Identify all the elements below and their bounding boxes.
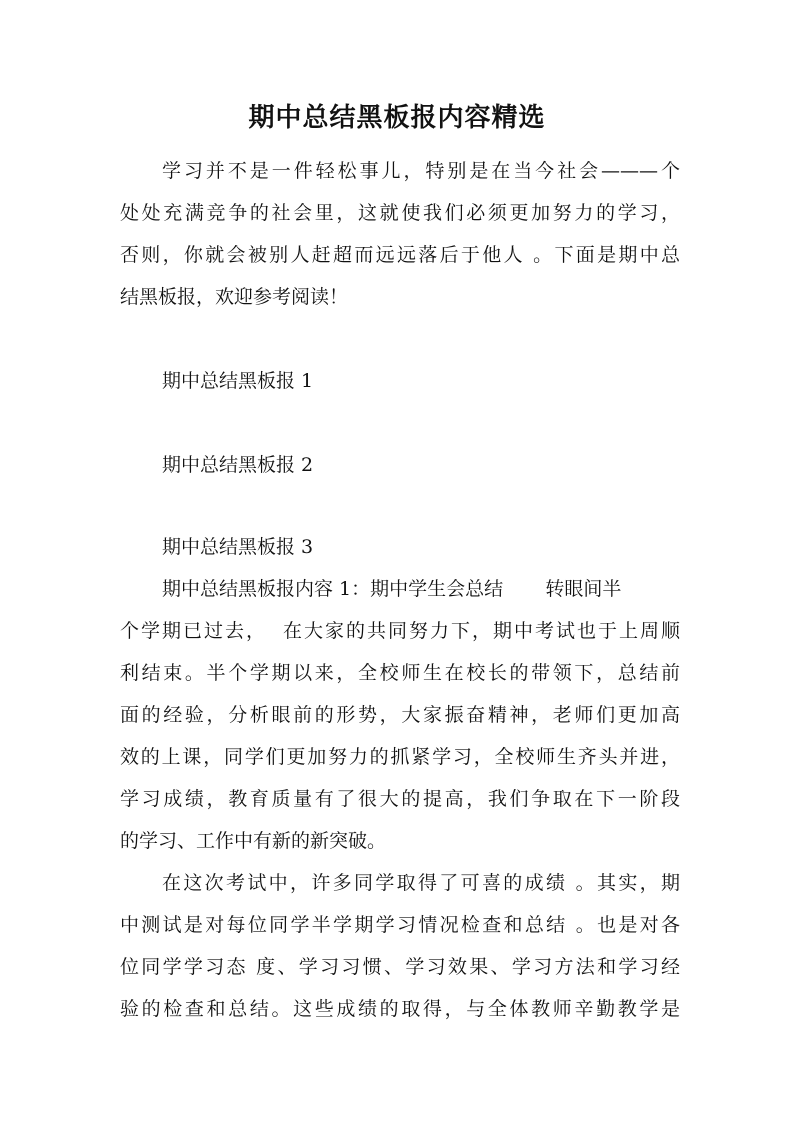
section-heading-3: 期中总结黑板报 3 [162,536,314,558]
section-heading-2: 期中总结黑板报 2 [162,454,314,476]
intro-line-1: 学习并不是一件轻松事儿，特别是在当今社会———个 [162,160,680,182]
content1-line-1: 期中总结黑板报内容 1：期中学生会总结 转眼间半 [162,578,622,600]
content2-line-3: 位同学学习态 度、学习习惯、学习效果、学习方法和学习经 [120,956,680,978]
content2-line-1: 在这次考试中，许多同学取得了可喜的成绩 。其实，期 [162,872,680,894]
intro-line-2: 处处充满竞争的社会里，这就使我们必须更加努力的学习， [120,202,680,224]
section-heading-1: 期中总结黑板报 1 [162,370,314,392]
intro-line-4: 结黑板报，欢迎参考阅读！ [120,286,349,308]
content1-line-2: 个学期已过去， 在大家的共同努力下，期中考试也于上周顺 [120,620,680,642]
content2-line-2: 中测试是对每位同学半学期学习情况检查和总结 。也是对各 [120,914,680,936]
document-title: 期中总结黑板报内容精选 [248,103,546,133]
content1-line-7: 的学习、工作中有新的新突破。 [120,830,387,852]
content1-line-4: 面的经验，分析眼前的形势，大家振奋精神，老师们更加高 [120,704,680,726]
content1-line-5: 效的上课，同学们更加努力的抓紧学习，全校师生齐头并进， [120,746,680,768]
intro-line-3: 否则，你就会被别人赶超而远远落后于他人 。下面是期中总 [120,244,680,266]
content2-line-4: 验的检查和总结。这些成绩的取得，与全体教师辛勤教学是 [120,998,680,1020]
content1-line-3: 利结束。半个学期以来，全校师生在校长的带领下，总结前 [120,662,680,684]
content1-line-6: 学习成绩，教育质量有了很大的提高，我们争取在下一阶段 [120,788,680,810]
